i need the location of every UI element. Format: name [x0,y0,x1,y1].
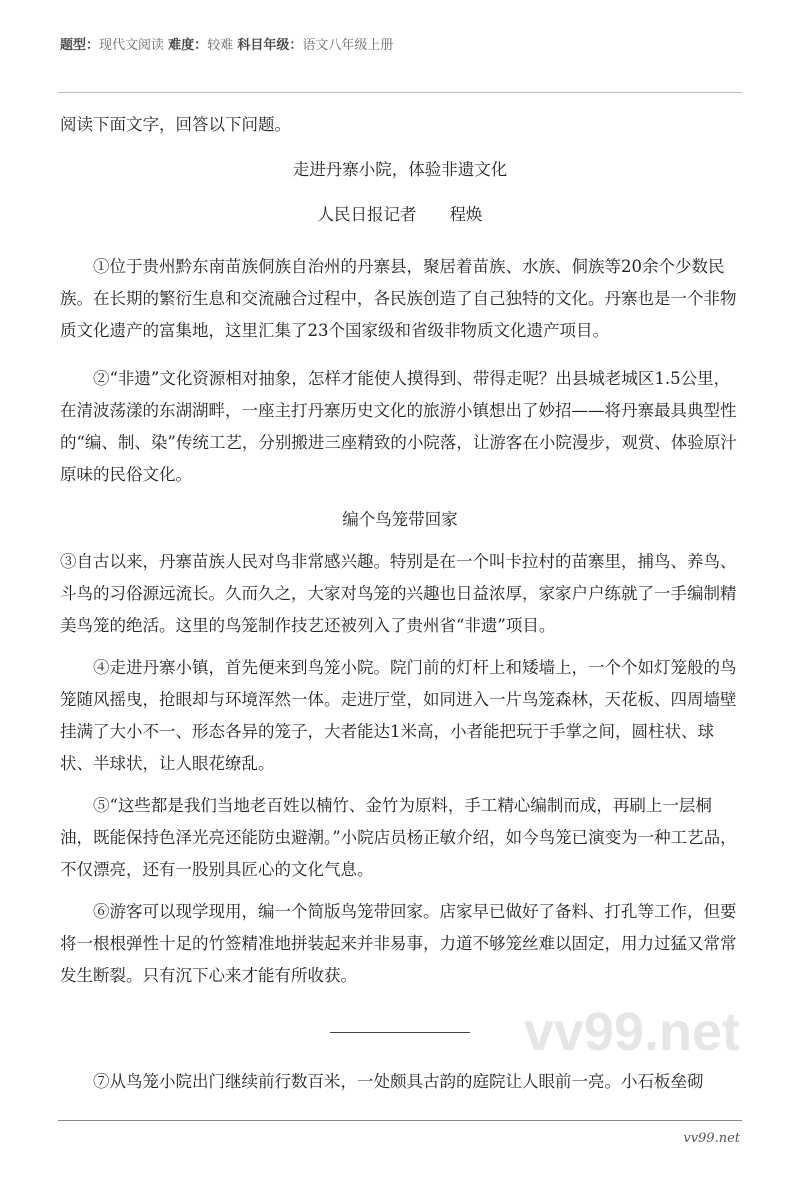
subheading: 编个鸟笼带回家 [342,510,458,529]
paragraph-3: ③自古以来，丹寨苗族人民对鸟非常感兴趣。特别是在一个叫卡拉村的苗寨里，捕鸟、养鸟、斗鸟的习俗源远流长。久而久之，大家对鸟笼的兴趣也日益浓厚，家家户户练就了一手编制精美鸟笼的绝活。这里的鸟笼制作技艺还被列入了贵州省“非遗”项目。 [60,552,737,635]
paragraph-7: ⑦从鸟笼小院出门继续前行数百米，一处颇具古韵的庭院让人眼前一亮。小石板垒砌 [93,1072,704,1091]
paragraph-2: ②“非遗”文化资源相对抽象，怎样才能使人摸得到、带得走呢？出县城老城区1.5公里，在清波荡漾的东湖湖畔，一座主打丹寨历史文化的旅游小镇想出了妙招——将丹寨最具典型性的“编、制、染”传统工艺，分别搬进三座精致的小院落，让游客在小院漫步，观赏、体验原汁原味的民俗文化。 [60,369,737,484]
question-meta [60,36,740,56]
article-byline: 人民日报记者 程焕 [317,205,483,224]
difficulty-label: 难度： [168,38,208,53]
footer-site: vv99.net [683,1131,740,1146]
subheading-blank-line [330,1032,470,1033]
paragraph-4: ④走进丹寨小镇，首先便来到鸟笼小院。院门前的灯杆上和矮墙上，一个个如灯笼般的鸟笼随风摇曳，抢眼却与环境浑然一体。走进厅堂，如同进入一片鸟笼森林，天花板、四周墙壁挂满了大小不一、形态各异的笼子，大者能达1米高，小者能把玩于手掌之间，圆柱状、球状、半球状，让人眼花缭乱。 [60,658,737,773]
intro-text: 阅读下面文字，回答以下问题。 [60,115,291,134]
article-title: 走进丹寨小院，体验非遗文化 [292,160,508,179]
footer-divider [58,1120,742,1121]
difficulty-value: 较难 [207,38,234,53]
blank-line-row [60,1002,740,1066]
subject-value: 语文八年级上册 [302,38,394,53]
watermark: vv99.net [523,1002,740,1062]
paragraph-1: ①位于贵州黔东南苗族侗族自治州的丹寨县，聚居着苗族、水族、侗族等20余个少数民族。在长期的繁衍生息和交流融合过程中，各民族创造了自己独特的文化。丹寨也是一个非物质文化遗产的富集地，这里汇集了23个国家级和省级非物质文化遗产项目。 [60,257,737,340]
paragraph-5: ⑤“这些都是我们当地老百姓以楠竹、金竹为原料，手工精心编制而成，再刷上一层桐油，既能保持色泽光亮还能防虫避潮。”小院店员杨正敏介绍，如今鸟笼已演变为一种工艺品，不仅漂亮，还有一股别具匠心的文化气息。 [60,796,737,879]
paragraph-6: ⑥游客可以现学现用，编一个简版鸟笼带回家。店家早已做好了备料、打孔等工作，但要将一根根弹性十足的竹签精准地拼装起来并非易事，力道不够笼丝难以固定，用力过猛又常常发生断裂。只有沉下心来才能有所收获。 [60,902,737,985]
type-label: 题型： [60,38,100,53]
header-divider [58,92,742,93]
subject-label: 科目年级： [237,38,303,53]
type-value: 现代文阅读 [99,38,165,53]
